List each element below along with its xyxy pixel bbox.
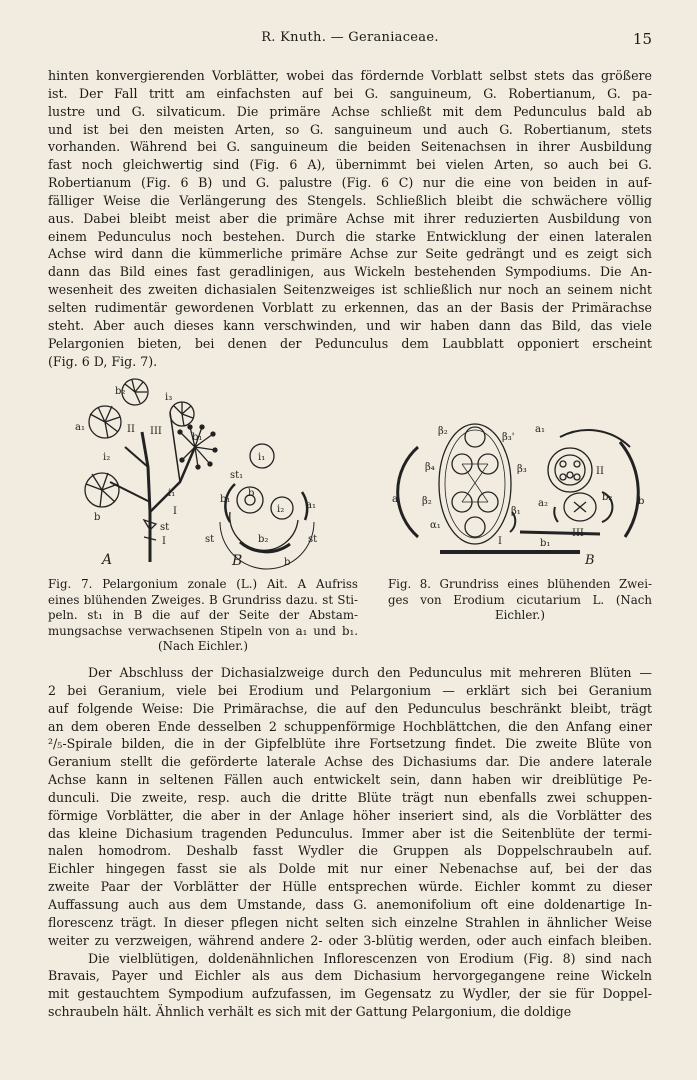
paragraph-2-line: nalen homodrom. Deshalb fasst Wydler die Gruppen als Doppelschraubeln auf. — [48, 843, 652, 859]
fig7-plan-bottom-b: b — [284, 557, 291, 568]
fig8-label-beta2: β₂ — [422, 496, 432, 507]
paragraph-1-line: fast noch gleichwertig sind (Fig. 6 A), übernimmt bei vielen Arten, so auch bei G. — [48, 157, 652, 173]
paragraph-2-line: Eichler hingegen fasst sie als Dolde mit nur einer Nebenachse auf, bei der das — [48, 861, 652, 877]
fig7-label-b2: b₂ — [115, 386, 126, 397]
running-title: R. Knuth. — Geraniaceae. — [261, 30, 439, 45]
fig8-label-B: B — [585, 553, 595, 568]
page-number: 15 — [632, 30, 652, 48]
fig8-label-III: III — [572, 528, 584, 539]
figure-7-illustration — [70, 372, 340, 572]
paragraph-1-line: lustre und G. silvaticum. Die primäre Achse schließt mit dem Pedunculus bald ab — [48, 103, 652, 119]
paragraph-2-line: Achse kann in seltenen Fällen auch entwickelt sein, dann haben wir dreiblütige Pe- — [48, 772, 652, 788]
fig7-label-I: I — [173, 506, 177, 517]
fig7-plan-i1: i₁ — [258, 452, 266, 463]
paragraph-2-line: ²/₅-Spirale bilden, die in der Gipfelblüte ihre Fortsetzung findet. Die zweite Blüte von — [48, 736, 652, 752]
fig8-label-I: I — [498, 536, 502, 547]
fig7-label-B: B — [232, 553, 243, 569]
figure-7-caption-line: eines blühenden Zweiges. B Grundriss dazu. st Sti- — [48, 592, 358, 607]
paragraph-2-line: das kleine Dichasium tragenden Pedunculus. Immer aber ist die Seitenblüte der termi- — [48, 825, 652, 841]
fig8-label-II: II — [596, 466, 604, 477]
fig7-plan-st: st — [205, 534, 215, 545]
paragraph-2-line: schraubeln hält. Ähnlich verhält es sich mit der Gattung Pelargonium, die doldige — [48, 1004, 572, 1020]
paragraph-1-line: Achse wird dann die kümmerliche primäre Achse zur Seite gedrängt und es zeigt sich — [48, 246, 652, 262]
fig7-plan-a1: a₁ — [306, 500, 316, 511]
paragraph-1-line: wesenheit des zweiten dichasialen Seitenzweiges ist schließlich nur noch an seinem nicht — [48, 282, 652, 298]
paragraph-2-line: zweite Paar der Vorblätter der Hülle entsprechen würde. Eichler kommt zu dieser — [48, 879, 652, 895]
fig8-label-beta4: β₄ — [425, 462, 435, 473]
fig8-label-alpha1: α₁ — [430, 520, 441, 531]
paragraph-1-line: vorhanden. Während bei G. sanguineum die beiden Seitenachsen in ihrer Ausbildung — [48, 139, 652, 155]
paragraph-2-line: auf folgende Weise: Die Primärachse, die auf den Pedunculus beschränkt bleibt, trägt — [48, 700, 652, 716]
fig7-label-III: III — [150, 426, 162, 437]
paragraph-2-line: Bravais, Payer und Eichler als aus dem Dichasium hervorgegangene reine Wickeln — [48, 968, 652, 984]
fig7-plan-i2: i₂ — [277, 504, 285, 515]
fig7-plan-st2: st — [308, 534, 318, 545]
paragraph-1-line: dann das Bild eines fast geradlinigen, aus Wickeln bestehenden Sympodiums. Die An- — [48, 264, 652, 280]
figure-8-caption-line: ges von Erodium cicutarium L. (Nach — [388, 592, 652, 607]
fig7-label-A: A — [102, 552, 113, 568]
fig7-label-II: II — [127, 424, 135, 435]
paragraph-1-line: aus. Dabei bleibt meist aber die primäre Achse mit ihrer reduzierten Ausbildung von — [48, 210, 652, 226]
paragraph-2-line: an dem oberen Ende desselben 2 schuppenförmige Hochblättchen, die den Anfang einer — [48, 718, 652, 734]
fig7-label-b: b — [94, 512, 101, 523]
fig7-label-i2: i₂ — [103, 452, 111, 463]
fig8-label-beta3p: β₃' — [502, 432, 515, 443]
paragraph-1-line: Robertianum (Fig. 6 B) und G. palustre (Fig. 6 C) nur die eine von beiden in auf- — [48, 175, 652, 191]
paragraph-2-line: Auffassung auch aus dem Umstande, dass G. anemonifolium oft eine doldenartige In- — [48, 896, 652, 912]
figure-8-caption-line: Eichler.) — [494, 608, 546, 623]
paragraph-2-line: weiter zu verzweigen, während andere 2- oder 3-blütig werden, oder auch einfach bleiben. — [48, 932, 652, 948]
fig7-plan-b1: b₁ — [220, 494, 231, 505]
fig7-label-st: st — [160, 522, 170, 533]
paragraph-2-line: 2 bei Geranium, viele bei Erodium und Pelargonium — erklärt sich bei Geranium — [48, 682, 652, 698]
paragraph-2 — [48, 664, 652, 1021]
fig7-label-I2: I — [162, 536, 166, 547]
paragraph-2-line: florescenz trägt. In dieser pflegen nicht selten sich einzelne Strahlen in ähnlicher Weise — [48, 914, 652, 930]
fig7-label-b1: b₁ — [192, 432, 203, 443]
paragraph-1-line: steht. Aber auch dieses kann verschwinden, und wir haben dann das Bild, das viele — [48, 317, 652, 333]
paragraph-2-line: Der Abschluss der Dichasialzweige durch den Pedunculus mit mehreren Blüten — — [88, 665, 652, 680]
fig7-label-i3: i₃ — [165, 392, 173, 403]
fig8-label-b1: b₁ — [540, 538, 551, 549]
paragraph-1-line: und ist bei den meisten Arten, so G. sanguineum und auch G. Robertianum, stets — [48, 121, 652, 137]
paragraph-2-line: Geranium stellt die geförderte laterale Achse des Dichasiums dar. Die andere laterale — [48, 754, 652, 770]
figure-7-caption-line: (Nach Eichler.) — [158, 639, 248, 654]
paragraph-2-line: mit gestauchtem Sympodium aufzufassen, im Gegensatz zu Wydler, der sie für Doppel- — [48, 986, 652, 1002]
paragraph-2-line: förmige Vorblätter, die aber in der Anlage höher inseriert sind, als die Vorblätter des — [48, 807, 652, 823]
figure-8-illustration — [380, 412, 670, 572]
figure-8-caption-line: Fig. 8. Grundriss eines blühenden Zwei- — [388, 577, 652, 591]
figure-8-caption — [388, 577, 652, 624]
figure-7-caption-line: Fig. 7. Pelargonium zonale (L.) Ait. A Aufriss — [48, 577, 358, 591]
paragraph-1-line: einem Pedunculus noch bestehen. Durch die starke Entwicklung der einen lateralen — [48, 228, 652, 244]
fig8-label-b2: b₂ — [602, 492, 613, 503]
bract-shape — [398, 447, 418, 537]
fig8-label-beta3: β₃ — [517, 464, 527, 475]
paragraph-1-line: Pelargonien bieten, bei denen der Pedunculus dem Laubblatt opponiert erscheint — [48, 335, 652, 351]
fig7-plan-b2: b₂ — [258, 534, 269, 545]
paragraph-2-line: Die vielblütigen, doldenähnlichen Inflorescenzen von Erodium (Fig. 8) sind nach — [88, 950, 652, 966]
fig7-plan-b: b — [248, 488, 255, 499]
paragraph-1 — [48, 67, 652, 370]
fig8-label-a: a — [392, 494, 398, 505]
fig8-label-b: b — [638, 496, 645, 507]
paragraph-1-line: fälliger Weise die Verlängerung des Stengels. Schließlich bleibt die schwächere völlig — [48, 192, 652, 208]
stem-shape — [142, 432, 150, 562]
paragraph-1-line: selten rudimentär gewordenen Vorblatt zu erkennen, das an der Basis der Primärachse — [48, 299, 652, 315]
paragraph-1-line: hinten konvergierenden Vorblätter, wobei das fördernde Vorblatt selbst stets das größere — [48, 68, 652, 83]
paragraph-1-line: ist. Der Fall tritt am einfachsten auf bei G. sanguineum, G. Robertianum, G. pa- — [48, 85, 652, 101]
running-header — [48, 30, 652, 50]
figure-7-caption-line: mungsachse verwachsenen Stipeln von a₁ und b₁. — [48, 623, 358, 638]
figure-7-caption — [48, 577, 358, 655]
fig8-label-a2: a₂ — [538, 498, 548, 509]
figure-7-caption-line: peln. st₁ in B die auf der Seite der Abstam- — [48, 608, 358, 623]
fig7-plan-st1: st₁ — [230, 470, 244, 481]
fig7-label-a1: a₁ — [75, 422, 85, 433]
paragraph-1-line: (Fig. 6 D, Fig. 7). — [48, 353, 158, 369]
fig8-label-beta1: β₁ — [511, 506, 521, 517]
paragraph-2-line: dunculi. Die zweite, resp. auch die dritte Blüte trägt nun ebenfalls zwei schuppen- — [48, 789, 652, 805]
fig7-label-i1: i₁ — [168, 488, 176, 499]
fig8-label-a1: a₁ — [535, 424, 545, 435]
fig8-label-beta2p: β₂ — [438, 426, 448, 437]
